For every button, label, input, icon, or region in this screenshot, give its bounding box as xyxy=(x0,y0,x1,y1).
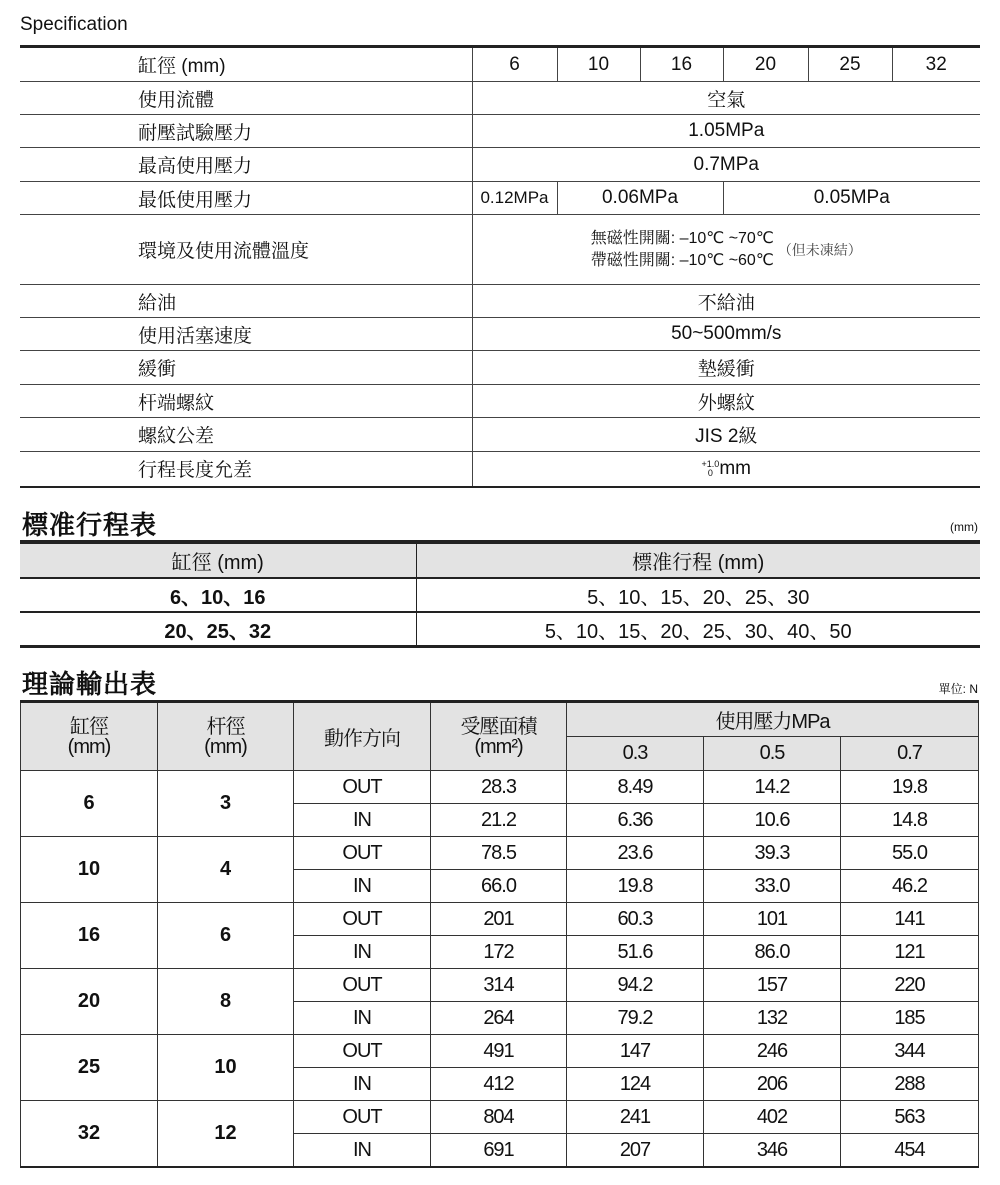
direction-cell: OUT xyxy=(294,1101,431,1134)
output-row xyxy=(21,903,979,936)
force-cell: 79.2 xyxy=(567,1002,704,1035)
spec-label: 環境及使用流體溫度 xyxy=(20,215,472,285)
spec-label: 耐壓試驗壓力 xyxy=(20,115,472,148)
force-cell: 23.6 xyxy=(567,837,704,870)
output-row xyxy=(21,1101,979,1134)
force-cell: 6.36 xyxy=(567,804,704,837)
spec-row xyxy=(20,115,980,148)
output-unit: 單位: N xyxy=(938,682,978,696)
force-cell: 346 xyxy=(704,1134,841,1168)
spec-row xyxy=(20,385,980,418)
header-text: 杆徑 xyxy=(206,715,245,738)
spec-value: 1.05MPa xyxy=(472,115,980,148)
temp-note: （但未凍結） xyxy=(777,241,862,258)
direction-cell: OUT xyxy=(294,771,431,804)
bore-cell: 6、10、16 xyxy=(20,578,416,612)
bore-cell: 10 xyxy=(21,837,158,903)
header-pressure: 使用壓力MPa xyxy=(567,702,979,737)
force-cell: 241 xyxy=(567,1101,704,1134)
spec-row xyxy=(20,285,980,318)
direction-cell: OUT xyxy=(294,903,431,936)
stroke-title: 標准行程表 xyxy=(22,510,158,540)
rod-cell: 10 xyxy=(158,1035,294,1101)
header-cell: 缸徑 (mm) xyxy=(20,542,416,578)
bore-cell: 32 xyxy=(21,1101,158,1168)
rod-cell: 4 xyxy=(158,837,294,903)
output-row xyxy=(21,1035,979,1068)
spec-label: 給油 xyxy=(20,285,472,318)
direction-cell: OUT xyxy=(294,969,431,1002)
direction-cell: IN xyxy=(294,870,431,903)
bore-value: 20 xyxy=(723,47,808,82)
tolerance-value xyxy=(472,452,980,487)
bore-value: 25 xyxy=(808,47,892,82)
temp-line-2: 帶磁性開關: –10℃ ~60℃ xyxy=(590,251,774,269)
spec-value: 50~500mm/s xyxy=(472,318,980,351)
area-cell: 804 xyxy=(431,1101,567,1134)
header-p: 0.5 xyxy=(704,737,841,771)
area-cell: 78.5 xyxy=(431,837,567,870)
header-p: 0.3 xyxy=(567,737,704,771)
bore-cell: 25 xyxy=(21,1035,158,1101)
output-table xyxy=(20,700,979,1168)
force-cell: 402 xyxy=(704,1101,841,1134)
direction-cell: IN xyxy=(294,1002,431,1035)
output-row xyxy=(21,837,979,870)
spec-label: 緩衝 xyxy=(20,351,472,385)
stroke-table xyxy=(20,540,980,648)
min-pressure-value: 0.06MPa xyxy=(557,182,723,215)
force-cell: 39.3 xyxy=(704,837,841,870)
force-cell: 246 xyxy=(704,1035,841,1068)
force-cell: 8.49 xyxy=(567,771,704,804)
area-cell: 172 xyxy=(431,936,567,969)
rod-cell: 6 xyxy=(158,903,294,969)
output-title: 理論輸出表 xyxy=(22,669,158,699)
direction-cell: IN xyxy=(294,804,431,837)
area-cell: 412 xyxy=(431,1068,567,1101)
bore-row xyxy=(20,47,980,82)
force-cell: 60.3 xyxy=(567,903,704,936)
header-text: (mm) xyxy=(67,735,111,758)
header-text: (mm²) xyxy=(474,735,523,758)
stroke-cell: 5、10、15、20、25、30 xyxy=(416,578,980,612)
bore-cell: 6 xyxy=(21,771,158,837)
stroke-cell: 5、10、15、20、25、30、40、50 xyxy=(416,612,980,647)
rod-cell: 3 xyxy=(158,771,294,837)
header-p: 0.7 xyxy=(841,737,979,771)
header-direction: 動作方向 xyxy=(294,702,431,771)
tol-plus: +1.0 xyxy=(701,458,720,469)
force-cell: 101 xyxy=(704,903,841,936)
area-cell: 21.2 xyxy=(431,804,567,837)
spec-row xyxy=(20,418,980,452)
spec-value: JIS 2級 xyxy=(472,418,980,452)
output-row xyxy=(21,771,979,804)
rod-cell: 8 xyxy=(158,969,294,1035)
spec-row xyxy=(20,82,980,115)
min-pressure-value: 0.05MPa xyxy=(723,182,980,215)
force-cell: 33.0 xyxy=(704,870,841,903)
force-cell: 124 xyxy=(567,1068,704,1101)
bore-cell: 16 xyxy=(21,903,158,969)
temperature-value xyxy=(472,215,980,285)
direction-cell: IN xyxy=(294,1134,431,1168)
force-cell: 86.0 xyxy=(704,936,841,969)
stroke-unit: (mm) xyxy=(950,520,978,534)
force-cell: 14.8 xyxy=(841,804,979,837)
stroke-row xyxy=(20,578,980,612)
spec-value: 不給油 xyxy=(472,285,980,318)
spec-table xyxy=(20,45,980,488)
header-bore xyxy=(21,702,158,771)
direction-cell: OUT xyxy=(294,837,431,870)
min-pressure-row xyxy=(20,182,980,215)
header-rod xyxy=(158,702,294,771)
spec-label: 行程長度允差 xyxy=(138,460,253,482)
area-cell: 28.3 xyxy=(431,771,567,804)
bore-cell: 20、25、32 xyxy=(164,620,272,643)
direction-cell: IN xyxy=(294,1068,431,1101)
force-cell: 220 xyxy=(841,969,979,1002)
header-text: 受壓面積 xyxy=(460,715,537,738)
spec-value: 0.7MPa xyxy=(472,148,980,182)
rod-cell: 12 xyxy=(158,1101,294,1168)
force-cell: 94.2 xyxy=(567,969,704,1002)
force-cell: 206 xyxy=(704,1068,841,1101)
min-pressure-value: 0.12MPa xyxy=(472,182,557,215)
spec-value: 空氣 xyxy=(472,82,980,115)
header-text: 缸徑 xyxy=(70,715,108,738)
force-cell: 10.6 xyxy=(704,804,841,837)
force-cell: 132 xyxy=(704,1002,841,1035)
area-cell: 66.0 xyxy=(431,870,567,903)
bore-value: 6 xyxy=(472,47,557,82)
direction-cell: OUT xyxy=(294,1035,431,1068)
tol-unit: mm xyxy=(719,457,751,479)
spec-label: 使用流體 xyxy=(20,82,472,115)
bore-value: 10 xyxy=(557,47,640,82)
force-cell: 121 xyxy=(841,936,979,969)
spec-label: 最低使用壓力 xyxy=(20,182,472,215)
area-cell: 201 xyxy=(431,903,567,936)
spec-row xyxy=(20,148,980,182)
spec-row xyxy=(20,318,980,351)
spec-label: 杆端螺紋 xyxy=(20,385,472,418)
force-cell: 55.0 xyxy=(841,837,979,870)
header-area xyxy=(431,702,567,771)
bore-cell: 20 xyxy=(21,969,158,1035)
spec-label: 使用活塞速度 xyxy=(20,318,472,351)
header-cell: 標准行程 (mm) xyxy=(416,542,980,578)
header-text: (mm) xyxy=(204,735,247,758)
force-cell: 207 xyxy=(567,1134,704,1168)
force-cell: 344 xyxy=(841,1035,979,1068)
force-cell: 51.6 xyxy=(567,936,704,969)
force-cell: 141 xyxy=(841,903,979,936)
spec-value: 外螺紋 xyxy=(472,385,980,418)
section-heading: Specification xyxy=(20,14,128,35)
bore-label: 缸徑 (mm) xyxy=(20,47,472,82)
spec-label: 螺紋公差 xyxy=(20,418,472,452)
area-cell: 691 xyxy=(431,1134,567,1168)
stroke-header xyxy=(20,542,980,578)
spec-value: 墊緩衝 xyxy=(472,351,980,385)
bore-value: 16 xyxy=(640,47,723,82)
stroke-row xyxy=(20,612,980,647)
force-cell: 454 xyxy=(841,1134,979,1168)
bore-value: 32 xyxy=(892,47,980,82)
tolerance-row xyxy=(20,452,980,487)
temp-line-1: 無磁性開關: –10℃ ~70℃ xyxy=(590,229,774,247)
area-cell: 491 xyxy=(431,1035,567,1068)
force-cell: 288 xyxy=(841,1068,979,1101)
spec-label: 最高使用壓力 xyxy=(20,148,472,182)
area-cell: 264 xyxy=(431,1002,567,1035)
force-cell: 563 xyxy=(841,1101,979,1134)
tol-minus: 0 xyxy=(707,467,713,478)
force-cell: 185 xyxy=(841,1002,979,1035)
force-cell: 19.8 xyxy=(567,870,704,903)
force-cell: 19.8 xyxy=(841,771,979,804)
output-row xyxy=(21,969,979,1002)
spec-row xyxy=(20,351,980,385)
direction-cell: IN xyxy=(294,936,431,969)
force-cell: 46.2 xyxy=(841,870,979,903)
output-header-row xyxy=(21,702,979,737)
area-cell: 314 xyxy=(431,969,567,1002)
force-cell: 157 xyxy=(704,969,841,1002)
temperature-row xyxy=(20,215,980,285)
force-cell: 147 xyxy=(567,1035,704,1068)
force-cell: 14.2 xyxy=(704,771,841,804)
